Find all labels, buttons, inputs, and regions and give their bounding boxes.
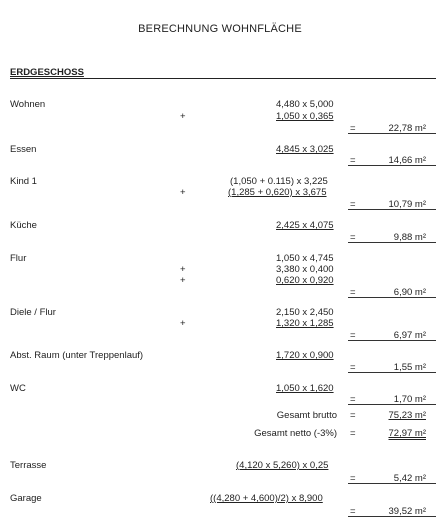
formula-abst-1: 1,720 x 0,900 bbox=[276, 350, 334, 361]
area-kind: 10,79 m² bbox=[388, 199, 426, 210]
room-label-terrasse: Terrasse bbox=[10, 460, 47, 471]
total-netto-value: 72,97 m² bbox=[388, 428, 426, 439]
result-line bbox=[348, 242, 436, 243]
equals-sign: = bbox=[350, 506, 356, 517]
formula-kind-2: (1,285 + 0,620) x 3,675 bbox=[228, 187, 327, 198]
result-line bbox=[348, 483, 436, 484]
area-wc: 1,70 m² bbox=[393, 394, 426, 405]
area-kueche: 9,88 m² bbox=[393, 232, 426, 243]
equals-sign: = bbox=[350, 123, 356, 134]
equals-sign: = bbox=[350, 410, 356, 421]
result-line bbox=[348, 516, 436, 517]
result-line bbox=[348, 165, 436, 166]
area-terrasse: 5,42 m² bbox=[393, 473, 426, 484]
formula-wohnen-2: 1,050 x 0,365 bbox=[276, 111, 334, 122]
plus-sign: + bbox=[180, 264, 186, 275]
total-brutto-value: 75,23 m² bbox=[388, 410, 426, 421]
room-label-diele: Diele / Flur bbox=[10, 307, 56, 318]
equals-sign: = bbox=[350, 330, 356, 341]
room-label-essen: Essen bbox=[10, 144, 37, 155]
formula-kueche-1: 2,425 x 4,075 bbox=[276, 220, 334, 231]
formula-flur-1: 1,050 x 4,745 bbox=[276, 253, 334, 264]
area-wohnen: 22,78 m² bbox=[388, 123, 426, 134]
section-rule bbox=[10, 78, 436, 79]
page-title: BERECHNUNG WOHNFLÄCHE bbox=[138, 23, 302, 35]
formula-essen-1: 4,845 x 3,025 bbox=[276, 144, 334, 155]
plus-sign: + bbox=[180, 111, 186, 122]
equals-sign: = bbox=[350, 232, 356, 243]
formula-flur-2: 3,380 x 0,400 bbox=[276, 264, 334, 275]
area-flur: 6,90 m² bbox=[393, 287, 426, 298]
room-label-garage: Garage bbox=[10, 493, 42, 504]
section-heading: ERDGESCHOSS bbox=[10, 67, 84, 78]
room-label-kueche: Küche bbox=[10, 220, 37, 231]
equals-sign: = bbox=[350, 287, 356, 298]
plus-sign: + bbox=[180, 318, 186, 329]
formula-kind-1: (1,050 + 0.115) x 3,225 bbox=[230, 176, 328, 187]
formula-wohnen-1: 4,480 x 5,000 bbox=[276, 99, 334, 110]
total-brutto-label: Gesamt brutto bbox=[276, 410, 337, 421]
plus-sign: + bbox=[180, 275, 186, 286]
area-diele: 6,97 m² bbox=[393, 330, 426, 341]
equals-sign: = bbox=[350, 199, 356, 210]
formula-diele-2: 1,320 x 1,285 bbox=[276, 318, 334, 329]
result-line bbox=[348, 340, 436, 341]
total-netto-label: Gesamt netto (-3%) bbox=[254, 428, 337, 439]
equals-sign: = bbox=[350, 362, 356, 373]
equals-sign: = bbox=[350, 155, 356, 166]
result-line bbox=[348, 372, 436, 373]
result-line bbox=[348, 209, 436, 210]
equals-sign: = bbox=[350, 473, 356, 484]
room-label-abst: Abst. Raum (unter Treppenlauf) bbox=[10, 350, 144, 361]
formula-terrasse-1: (4,120 x 5,260) x 0,25 bbox=[236, 460, 329, 471]
formula-garage-1: ((4,280 + 4,600)/2) x 8,900 bbox=[210, 493, 323, 504]
equals-sign: = bbox=[350, 428, 356, 439]
formula-diele-1: 2,150 x 2,450 bbox=[276, 307, 334, 318]
area-garage: 39,52 m² bbox=[388, 506, 426, 517]
plus-sign: + bbox=[180, 187, 186, 198]
formula-flur-3: 0,620 x 0,920 bbox=[276, 275, 334, 286]
room-label-flur: Flur bbox=[10, 253, 27, 264]
result-line bbox=[348, 133, 436, 134]
formula-wc-1: 1,050 x 1,620 bbox=[276, 383, 334, 394]
area-essen: 14,66 m² bbox=[388, 155, 426, 166]
result-line bbox=[348, 297, 436, 298]
equals-sign: = bbox=[350, 394, 356, 405]
result-line bbox=[348, 404, 436, 405]
room-label-kind: Kind 1 bbox=[10, 176, 37, 187]
room-label-wc: WC bbox=[10, 383, 26, 394]
area-abst: 1,55 m² bbox=[393, 362, 426, 373]
room-label-wohnen: Wohnen bbox=[10, 99, 46, 110]
